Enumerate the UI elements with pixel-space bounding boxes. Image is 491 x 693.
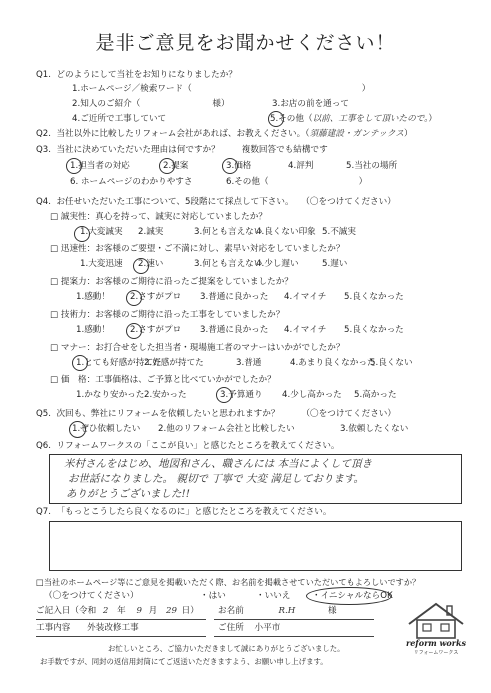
- q4-note: （〇をつけてください）: [305, 197, 396, 207]
- work-label: 工事内容: [36, 623, 71, 633]
- selection-circle: [133, 258, 149, 274]
- q1-option-2[interactable]: [72, 99, 230, 110]
- divider: [36, 619, 206, 620]
- q5-question: [36, 409, 396, 420]
- q6-question: [36, 441, 340, 452]
- q4-criterion-label: □ 技術力：お客様のご期待に沿った工事をしていましたか？: [50, 310, 285, 320]
- q4-rating-option[interactable]: 1.感動！: [76, 292, 110, 302]
- q7-number: Q7.: [36, 507, 51, 517]
- q3-number: Q3.: [36, 145, 51, 155]
- q3-option-1[interactable]: 1.担当者の対応: [70, 161, 130, 171]
- q7-text: 「もっとこうしたら良くなるのに」と感じたところを教えてください。: [56, 507, 332, 517]
- house-icon: [405, 600, 467, 640]
- q4-criterion-label: □ 誠実性：真心を持って、誠実に対応していましたか？: [50, 212, 267, 222]
- q4-rating-option[interactable]: 5.良くなかった: [344, 292, 404, 302]
- selection-circle: [74, 226, 90, 242]
- q6-text: リフォームワークスの「ここが良い」と感じたところを教えてください。: [56, 441, 340, 451]
- q5-text: 次回も、弊社にリフォームを依頼したいと思われますか？: [56, 409, 280, 419]
- q4-rating-option[interactable]: 2.安かった: [144, 390, 187, 400]
- selection-circle: [126, 290, 142, 306]
- q1-text: どのようにして当社をお知りになりましたか？: [56, 70, 237, 80]
- q4-rating-option[interactable]: 1.とても好感が持てた: [76, 358, 162, 368]
- divider: [214, 636, 374, 637]
- q1-option-1[interactable]: [72, 84, 370, 95]
- address-label: ご住所: [218, 623, 244, 633]
- q6-handwriting-line-3: ありがとうございました!!: [66, 488, 190, 500]
- q1-option-5[interactable]: [270, 114, 437, 125]
- q1-number: Q1.: [36, 70, 51, 80]
- q1-option-5-handwriting: 以前、工事をして頂いたので。: [312, 114, 429, 124]
- selection-circle: [72, 355, 88, 371]
- date-era: 2: [102, 606, 109, 616]
- q4-number: Q4.: [36, 197, 51, 207]
- q2-close: ）: [403, 129, 413, 139]
- name-value: R.H: [278, 606, 296, 616]
- q7-question: [36, 507, 331, 518]
- q4-rating-option[interactable]: 2.さすがプロ: [130, 292, 182, 302]
- consent-initial[interactable]: ・イニシャルならOK: [312, 591, 393, 601]
- date-day-unit: 日）: [181, 606, 199, 616]
- q2-text: 当社以外に比較したリフォーム会社があれば、お教えください。（: [56, 129, 310, 139]
- q4-rating-option[interactable]: 5.良くない: [370, 358, 413, 368]
- q4-rating-option[interactable]: 1.かなり安かった: [76, 390, 145, 400]
- q1-option-5-label: 5.その他（: [270, 114, 313, 124]
- q2-question: [36, 129, 413, 140]
- date-month-unit: 月: [148, 606, 158, 616]
- q4-criterion-label: □ マナー：お打合せをした担当者・現場施工者のマナーはいかがでしたか？: [50, 343, 345, 353]
- q4-criterion-label: □ 価 格：工事価格は、ご予算と比べていかがでしたか？: [50, 375, 276, 385]
- q6-handwriting-line-2: お世話になりました。 親切で 丁寧で 大変 満足しております。: [68, 473, 365, 485]
- q5-number: Q5.: [36, 409, 51, 419]
- q2-handwriting: 須藤建設・ガンテックス: [309, 129, 404, 139]
- q3-option-2[interactable]: 2.提案: [163, 161, 189, 171]
- q1-option-1-label: 1.ホームページ／検索ワード（: [72, 84, 192, 94]
- q3-option-4[interactable]: 4.評判: [288, 161, 314, 171]
- q4-rating-option[interactable]: 4.あまり良くなかった: [290, 358, 376, 368]
- q4-rating-option[interactable]: 1.大変誠実: [80, 227, 123, 237]
- q1-option-2-label: 2.知人のご紹介（: [72, 99, 141, 109]
- thanks-note: お忙しいところ、ご協力いただきまして誠にありがとうございました。: [108, 644, 345, 653]
- q7-answer-box[interactable]: [49, 521, 462, 571]
- address-value: 小平市: [254, 623, 281, 633]
- q3-option-6[interactable]: 6. ホームページのわかりやすさ: [70, 177, 193, 187]
- date-month: 9: [136, 606, 142, 616]
- q1-option-1-close: ）: [361, 84, 371, 94]
- reform-works-logo: [405, 600, 467, 658]
- divider: [214, 619, 374, 620]
- q4-rating-option[interactable]: 5.良くなかった: [344, 325, 404, 335]
- selection-circle: [306, 587, 392, 605]
- q4-rating-option[interactable]: 2.さすがプロ: [130, 325, 182, 335]
- consent-yes[interactable]: ・はい: [200, 591, 226, 601]
- selection-circle: [66, 158, 82, 174]
- q1-option-5-close: ）: [428, 114, 438, 124]
- q4-rating-option[interactable]: 5.遅い: [322, 259, 348, 269]
- q1-option-3[interactable]: 3.お店の前を通って: [272, 99, 349, 109]
- logo-subtext: リフォームワークス: [413, 650, 459, 656]
- q6-handwriting-line-1: 米村さんをはじめ、地図和さん、職さんには 本当によくして頂き: [64, 458, 373, 470]
- name-suffix: 様: [327, 606, 337, 616]
- consent-note: （〇をつけてください）: [44, 591, 139, 601]
- q4-question: [36, 197, 396, 208]
- q3-option-7[interactable]: [226, 177, 367, 188]
- work-value: 外装改修工事: [87, 623, 139, 633]
- consent-question: □当社のホームページ等にご意見を掲載いただく際、お名前を掲載させていただいてもよろしいですか？: [36, 577, 421, 587]
- date-year-unit: 年: [117, 606, 126, 616]
- q3-option-5[interactable]: 5.当社の場所: [346, 161, 398, 171]
- q3-option-3[interactable]: 3.価格: [226, 161, 252, 171]
- page-title: 是非ご意見をお聞かせください！: [95, 32, 396, 54]
- selection-circle: [126, 323, 142, 339]
- q6-number: Q6.: [36, 441, 51, 451]
- q5-option-3[interactable]: 3.依頼したくない: [340, 424, 409, 434]
- q1-option-2-suffix: 様）: [212, 99, 230, 109]
- selection-circle: [159, 158, 175, 174]
- q1-question: [36, 70, 237, 81]
- q4-rating-option[interactable]: 4.イマイチ: [284, 292, 327, 302]
- name-label: お名前: [218, 606, 244, 616]
- date-day: 29: [166, 606, 177, 616]
- q4-criterion-label: □ 迅速性：お客様のご要望・ご不満に対し、素早い対応をしていましたか？: [50, 244, 345, 254]
- q4-rating-option[interactable]: 5.不誠実: [322, 227, 356, 237]
- q4-criterion-label: □ 提案力：お客様のご期待に沿ったご提案をしていましたか？: [50, 277, 293, 287]
- q5-note: （〇をつけてください）: [301, 409, 396, 419]
- q4-rating-option[interactable]: 3.何とも言えない: [194, 227, 263, 237]
- logo-text: reform works: [405, 638, 467, 648]
- q4-rating-option[interactable]: 5.高かった: [354, 390, 397, 400]
- q5-option-1[interactable]: 1.ぜひ依頼したい: [72, 424, 141, 434]
- q3-question: [36, 145, 328, 156]
- q3-note: 複数回答でも結構です: [241, 145, 328, 155]
- q3-option-7-close: ）: [358, 177, 368, 187]
- q3-text: 当社に決めていただいた理由は何ですか？: [56, 145, 220, 155]
- selection-circle: [69, 421, 86, 438]
- q4-rating-option[interactable]: 3.普通に良かった: [200, 292, 269, 302]
- q3-option-7-label: 6.その他（: [226, 177, 269, 187]
- selection-circle: [222, 158, 238, 174]
- q4-rating-option[interactable]: 2.速い: [138, 259, 164, 269]
- date-label: ご記入日（令和: [36, 606, 97, 616]
- q4-rating-option[interactable]: 3.普通に良かった: [200, 325, 269, 335]
- address-field[interactable]: [218, 623, 280, 634]
- q4-rating-option[interactable]: 1.大変迅速: [80, 259, 123, 269]
- q4-text: お任せいただいた工事について、5段階にて採点して下さい。: [56, 197, 294, 207]
- selection-circle: [216, 387, 232, 403]
- work-field[interactable]: [36, 623, 139, 634]
- selection-circle: [268, 111, 284, 127]
- q2-number: Q2.: [36, 129, 51, 139]
- q1-option-4[interactable]: 4.ご近所で工事していて: [72, 114, 167, 124]
- q5-option-2[interactable]: 2.他のリフォーム会社と比較したい: [158, 424, 295, 434]
- q4-rating-option[interactable]: 2.好感が持てた: [144, 358, 204, 368]
- date-field[interactable]: [36, 606, 199, 617]
- q4-rating-option[interactable]: 2.誠実: [138, 227, 164, 237]
- q4-rating-option[interactable]: 3.何とも言えない: [194, 259, 263, 269]
- q4-rating-option[interactable]: 4.イマイチ: [284, 325, 327, 335]
- q4-rating-option[interactable]: 1.感動！: [76, 325, 110, 335]
- q4-rating-option[interactable]: 4.良くない印象: [256, 227, 316, 237]
- q4-rating-option[interactable]: 3.予算通り: [220, 390, 263, 400]
- consent-no[interactable]: ・いいえ: [256, 591, 291, 601]
- name-field[interactable]: [218, 606, 337, 617]
- divider: [36, 636, 206, 637]
- return-note: お手数ですが、同封の返信用封筒にてご返送いただきますよう、お願い申し上げます。: [40, 657, 328, 666]
- q4-rating-option[interactable]: 4.少し遅い: [256, 259, 299, 269]
- q4-rating-option[interactable]: 3.普通: [236, 358, 262, 368]
- q4-rating-option[interactable]: 4.少し高かった: [282, 390, 342, 400]
